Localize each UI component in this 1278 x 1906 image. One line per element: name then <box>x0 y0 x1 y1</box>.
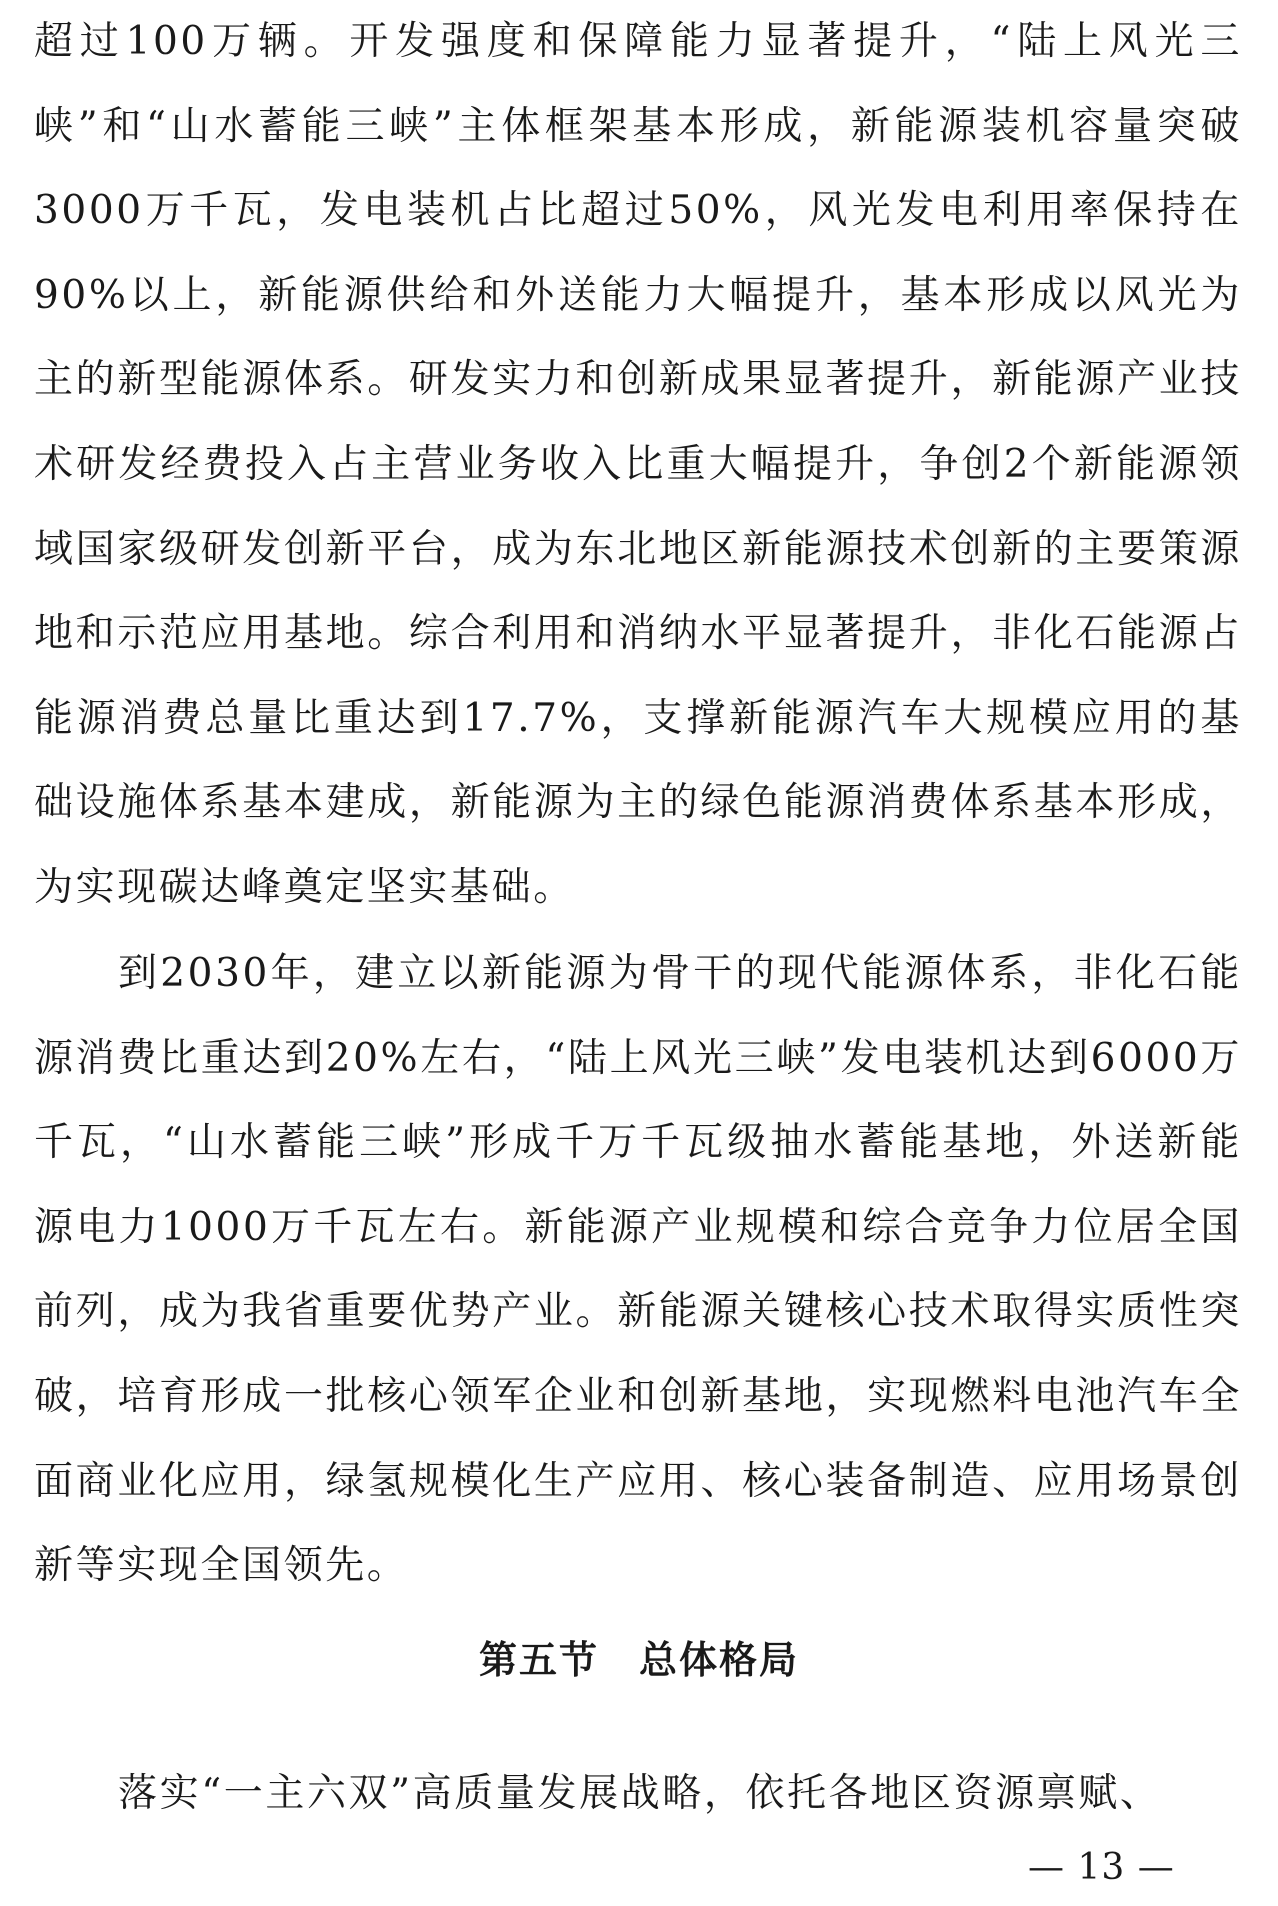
paragraph-3: 落实“一主六双”高质量发展战略，依托各地区资源禀赋、 <box>118 1771 1162 1816</box>
section-heading: 第五节 总体格局 <box>478 1638 799 1682</box>
paragraph-1: 超过100万辆。开发强度和保障能力显著提升，“陆上风光三峡”和“山水蓄能三峡”主体框架基本形成，新能源装机容量突破3000万千瓦，发电装机占比超过50%，风光发电利用率保持在90%以上，新能源供给和外送能力大幅提升，基本形成以风光为主的新型能源体系。研发实力和创新成果显著提升，新能源产业技术研发经费投入占主营业务收入比重大幅提升，争创2个新能源领域国家级研发创新平台，成为东北地区新能源技术创新的主要策源地和示范应用基地。综合利用和消纳水平显著提升，非化石能源占能源消费总量比重达到17.7%，支撑新能源汽车大规模应用的基础设施体系基本建成，新能源为主的绿色能源消费体系基本形成，为实现碳达峰奠定坚实基础。 <box>34 19 1242 910</box>
page-number: — 13 — <box>1028 1847 1175 1888</box>
paragraph-2: 到2030年，建立以新能源为骨干的现代能源体系，非化石能源消费比重达到20%左右，“陆上风光三峡”发电装机达到6000万千瓦，“山水蓄能三峡”形成千万千瓦级抽水蓄能基地，外送新能源电力1000万千瓦左右。新能源产业规模和综合竞争力位居全国前列，成为我省重要优势产业。新能源关键核心技术取得实质性突破，培育形成一批核心领军企业和创新基地，实现燃料电池汽车全面商业化应用，绿氢规模化生产应用、核心装备制造、应用场景创新等实现全国领先。 <box>34 951 1242 1589</box>
